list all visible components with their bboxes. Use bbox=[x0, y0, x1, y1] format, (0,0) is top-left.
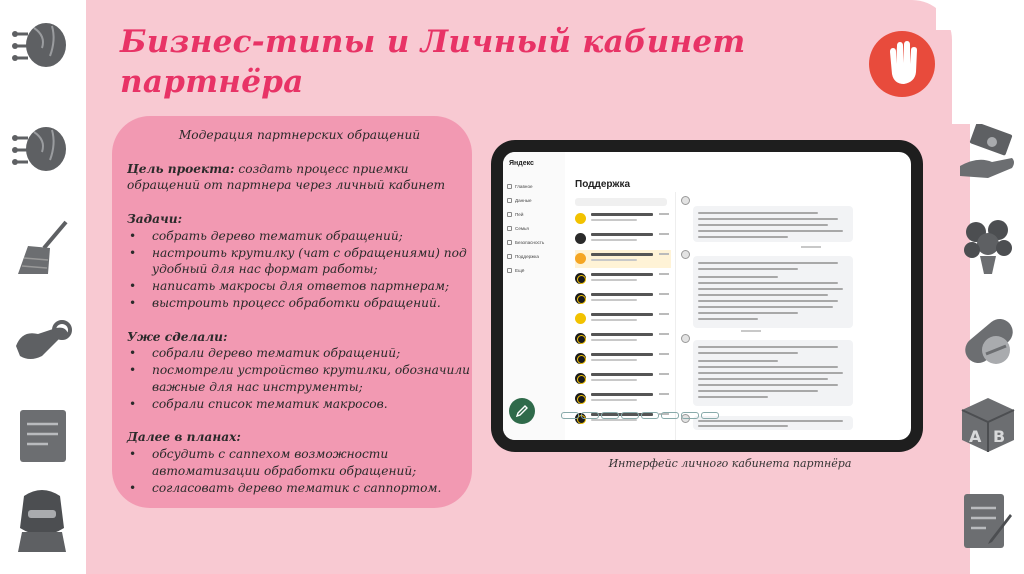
tablet-screen bbox=[503, 152, 911, 440]
info-card-text bbox=[127, 127, 472, 497]
done-item: • посмотрели устройство крутилки, обозначили важные для нас инструменты; bbox=[127, 362, 472, 396]
nav-item[interactable]: Данные bbox=[507, 198, 532, 203]
avatar bbox=[575, 213, 586, 224]
robot-head-icon bbox=[14, 488, 70, 554]
compose-button[interactable] bbox=[509, 398, 535, 424]
card-heading: Модерация партнерских обращений bbox=[178, 128, 421, 142]
svg-text:B: B bbox=[993, 427, 1006, 446]
family-icon bbox=[507, 226, 512, 231]
avatar bbox=[575, 393, 586, 404]
avatar bbox=[681, 250, 690, 259]
broom-icon bbox=[14, 218, 72, 276]
abc-block-icon bbox=[960, 396, 1016, 452]
handshake-wrench-icon bbox=[12, 316, 72, 366]
task-item: • собрать дерево тематик обращений; bbox=[127, 228, 472, 245]
data-icon bbox=[507, 198, 512, 203]
message-date bbox=[801, 246, 821, 248]
money-hand-icon bbox=[958, 124, 1018, 182]
left-icon-column bbox=[0, 0, 86, 574]
avatar bbox=[575, 353, 586, 364]
svg-text:A: A bbox=[969, 427, 982, 446]
more-icon bbox=[507, 268, 512, 273]
plans-label: Далее в планах: bbox=[127, 430, 241, 445]
nav-item[interactable]: Пей bbox=[507, 212, 523, 217]
avatar bbox=[575, 313, 586, 324]
plan-item: • обсудить с саппехом возможности автоматизации обработки обращений; bbox=[127, 446, 472, 480]
task-item: • настроить крутилку (чат с обращениями) под удобный для нас формат работы; bbox=[127, 245, 472, 279]
done-item: • собрали дерево тематик обращений; bbox=[127, 345, 472, 362]
tablet-caption: Интерфейс личного кабинета партнёра bbox=[608, 457, 852, 470]
avatar bbox=[681, 334, 690, 343]
goal-text: создать процесс приемки обращений от партнера через личный кабинет bbox=[127, 161, 446, 193]
avatar bbox=[575, 273, 586, 284]
plan-item: • согласовать дерево тематик с саппортом. bbox=[127, 480, 472, 497]
stop-hand-icon bbox=[868, 30, 936, 98]
ticket-row[interactable] bbox=[575, 350, 671, 368]
search-input[interactable] bbox=[575, 198, 667, 206]
nav-item[interactable]: Семья bbox=[507, 226, 529, 231]
ticket-row[interactable] bbox=[575, 290, 671, 308]
nav-item[interactable]: Поддержка bbox=[507, 254, 539, 259]
avatar bbox=[575, 253, 586, 264]
ticket-row[interactable] bbox=[575, 230, 671, 248]
avatar bbox=[681, 196, 690, 205]
nav-item[interactable]: Ещё bbox=[507, 268, 524, 273]
avatar bbox=[575, 233, 586, 244]
document-icon bbox=[18, 408, 68, 464]
quick-reply-chip[interactable] bbox=[641, 412, 659, 419]
list-divider bbox=[675, 192, 676, 440]
tablet-sidebar bbox=[503, 152, 565, 440]
nav-item[interactable]: Главное bbox=[507, 184, 533, 189]
pencil-icon bbox=[515, 404, 529, 418]
avatar bbox=[575, 333, 586, 344]
ticket-row[interactable] bbox=[575, 210, 671, 228]
form-edit-icon bbox=[962, 488, 1014, 550]
ticket-row[interactable] bbox=[575, 250, 671, 268]
pill-icon bbox=[958, 310, 1020, 372]
avatar bbox=[575, 373, 586, 384]
task-item: • написать макросы для ответов партнерам; bbox=[127, 278, 472, 295]
security-icon bbox=[507, 240, 512, 245]
brain-circuit-icon bbox=[12, 120, 70, 178]
home-icon bbox=[507, 184, 512, 189]
right-icon-column bbox=[952, 0, 1024, 574]
avatar bbox=[575, 293, 586, 304]
ticket-row[interactable] bbox=[575, 390, 671, 408]
quick-reply-chips bbox=[561, 412, 719, 419]
quick-reply-chip[interactable] bbox=[561, 412, 579, 419]
ticket-row[interactable] bbox=[575, 370, 671, 388]
nav-item[interactable]: Безопасность bbox=[507, 240, 544, 245]
ticket-row[interactable] bbox=[575, 310, 671, 328]
chat-message bbox=[693, 340, 853, 406]
quick-reply-chip[interactable] bbox=[681, 412, 699, 419]
support-page-title: Поддержка bbox=[575, 179, 631, 190]
quick-reply-chip[interactable] bbox=[621, 412, 639, 419]
done-item: • собрали список тематик макросов. bbox=[127, 396, 472, 413]
quick-reply-chip[interactable] bbox=[661, 412, 679, 419]
goal-label: Цель проекта: bbox=[127, 161, 235, 176]
message-date bbox=[741, 330, 761, 332]
ticket-row[interactable] bbox=[575, 330, 671, 348]
quick-reply-chip[interactable] bbox=[701, 412, 719, 419]
brain-circuit-icon bbox=[12, 16, 70, 74]
flower-bouquet-icon bbox=[960, 216, 1016, 276]
quick-reply-chip[interactable] bbox=[581, 412, 599, 419]
chat-message bbox=[693, 256, 853, 328]
slide-title: Бизнес-типы и Личный кабинет партнёра bbox=[120, 24, 746, 100]
ticket-row[interactable] bbox=[575, 270, 671, 288]
task-item: • выстроить процесс обработки обращений. bbox=[127, 295, 472, 312]
pay-icon bbox=[507, 212, 512, 217]
tasks-label: Задачи: bbox=[127, 211, 183, 226]
support-icon bbox=[507, 254, 512, 259]
yandex-logo: Яндекс bbox=[509, 160, 534, 167]
done-label: Уже сделали: bbox=[127, 329, 228, 344]
quick-reply-chip[interactable] bbox=[601, 412, 619, 419]
chat-message bbox=[693, 206, 853, 242]
goal-paragraph bbox=[127, 161, 472, 195]
